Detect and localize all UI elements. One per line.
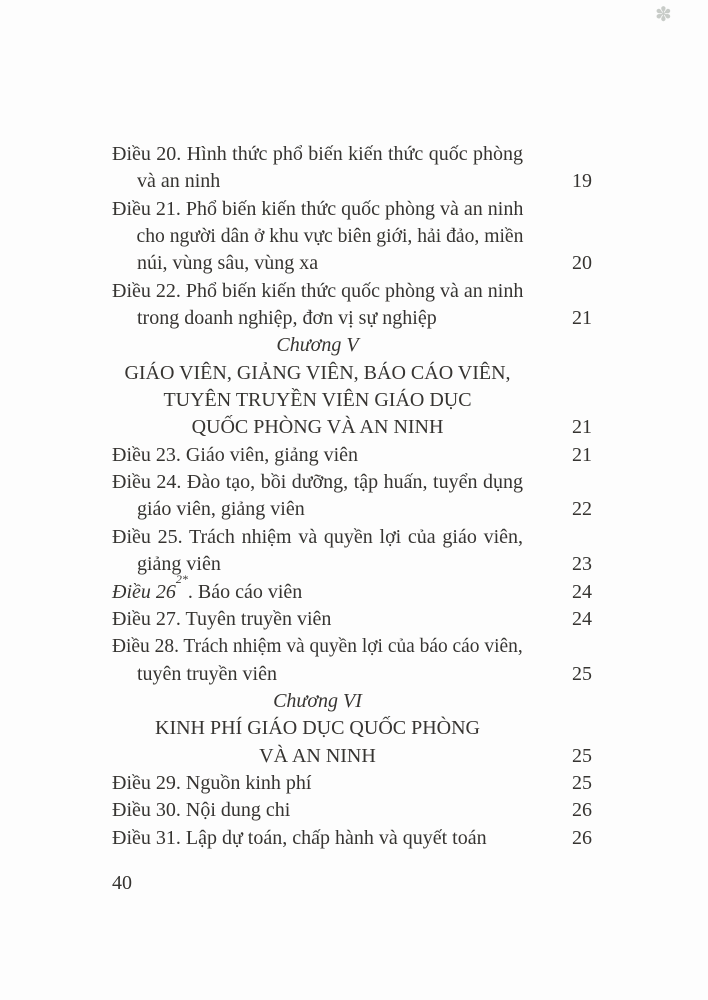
page-number: 25	[572, 662, 592, 685]
toc-entry-chapter-label	[112, 688, 592, 715]
flower-icon: ✽	[655, 2, 672, 26]
toc-line: Điều 29. Nguồn kinh phí	[112, 771, 312, 794]
page-number: 19	[572, 170, 592, 193]
toc-line: Điều 28. Trách nhiệm và quyền lợi của báo cáo viên,	[112, 635, 523, 658]
toc-entry-lines	[112, 524, 523, 579]
toc-line: Điều 31. Lập dự toán, chấp hành và quyết toán	[112, 826, 487, 849]
toc-entry-article	[112, 606, 592, 633]
toc-line: giáo viên, giảng viên	[137, 498, 305, 521]
toc-entry-lines	[112, 196, 523, 278]
toc-entry-chapter-title	[112, 715, 592, 770]
page-number: 20	[572, 252, 592, 275]
page-number: 26	[572, 799, 592, 822]
page-number: 22	[572, 498, 592, 521]
page-number: 23	[572, 553, 592, 576]
page-number: 25	[572, 744, 592, 767]
toc-entry-lines	[112, 442, 523, 469]
article-title-text: . Báo cáo viên	[187, 580, 303, 603]
toc-line: giảng viên	[137, 553, 221, 576]
toc-entry-lines	[112, 571, 523, 606]
footer-page-number: 40	[112, 872, 132, 894]
toc-entry-lines	[112, 360, 523, 442]
page-number: 24	[572, 580, 592, 603]
toc-line: Điều 25. Trách nhiệm và quyền lợi của giáo viên,	[112, 525, 523, 548]
toc-line: cho người dân ở khu vực biên giới, hải đảo, miền	[136, 225, 524, 248]
toc-entry-lines	[112, 469, 523, 524]
toc-entry-article	[112, 633, 592, 688]
toc-entry-lines	[112, 797, 523, 824]
toc-line: Điều 20. Hình thức phổ biến kiến thức quốc phòng	[112, 143, 523, 165]
chapter-title-line: QUỐC PHÒNG VÀ AN NINH	[191, 416, 444, 439]
chapter-title-line: GIÁO VIÊN, GIẢNG VIÊN, BÁO CÁO VIÊN,	[124, 361, 511, 384]
toc-line: Điều 30. Nội dung chi	[112, 799, 291, 822]
toc-entry-article	[112, 524, 592, 579]
chapter-title-line: TUYÊN TRUYỀN VIÊN GIÁO DỤC	[163, 389, 472, 412]
toc-line: trong doanh nghiệp, đơn vị sự nghiệp	[137, 307, 437, 330]
toc-entry-article	[112, 141, 592, 196]
toc-line: Điều 23. Giáo viên, giảng viên	[112, 443, 359, 466]
article-label-italic: Điều 26	[112, 580, 176, 603]
page-number: 26	[572, 826, 592, 849]
toc-line: và an ninh	[137, 170, 221, 193]
toc-entry-lines	[112, 770, 523, 797]
toc-entry-article	[112, 770, 592, 797]
toc-entry-article	[112, 442, 592, 469]
toc-line: tuyên truyền viên	[137, 662, 277, 685]
toc-line: Điều 27. Tuyên truyền viên	[112, 607, 332, 630]
page-number: 24	[572, 607, 592, 630]
toc-entry-article	[112, 196, 592, 278]
page-number: 25	[572, 771, 592, 794]
page-number: 21	[572, 307, 592, 330]
page-number: 21	[572, 416, 592, 439]
toc-line	[112, 571, 523, 606]
chapter-title-line: VÀ AN NINH	[259, 744, 376, 767]
toc-entry-lines	[112, 278, 523, 333]
table-of-contents	[112, 141, 592, 852]
toc-entry-chapter-title	[112, 360, 592, 442]
toc-line: Điều 21. Phổ biến kiến thức quốc phòng và an ninh	[112, 197, 524, 220]
toc-line: núi, vùng sâu, vùng xa	[137, 252, 319, 275]
toc-line: Điều 22. Phổ biến kiến thức quốc phòng và an ninh	[112, 279, 524, 302]
toc-entry-lines	[112, 332, 523, 359]
toc-line: Điều 24. Đào tạo, bồi dưỡng, tập huấn, tuyển dụng	[112, 471, 523, 494]
toc-entry-article	[112, 278, 592, 333]
toc-entry-lines	[112, 606, 523, 633]
toc-entry-article	[112, 825, 592, 852]
chapter-label-text: Chương V	[276, 334, 359, 357]
toc-entry-lines	[112, 825, 523, 852]
footnote-superscript: 2*	[175, 571, 188, 586]
toc-entry-chapter-label	[112, 332, 592, 359]
toc-entry-article-special	[112, 571, 592, 606]
chapter-title-line: KINH PHÍ GIÁO DỤC QUỐC PHÒNG	[155, 717, 480, 740]
toc-entry-lines	[112, 141, 523, 196]
toc-entry-lines	[112, 688, 523, 715]
chapter-label-text: Chương VI	[273, 689, 362, 712]
toc-entry-article	[112, 797, 592, 824]
page-number: 21	[572, 443, 592, 466]
toc-entry-lines	[112, 715, 523, 770]
toc-entry-article	[112, 469, 592, 524]
toc-entry-lines	[112, 633, 523, 688]
